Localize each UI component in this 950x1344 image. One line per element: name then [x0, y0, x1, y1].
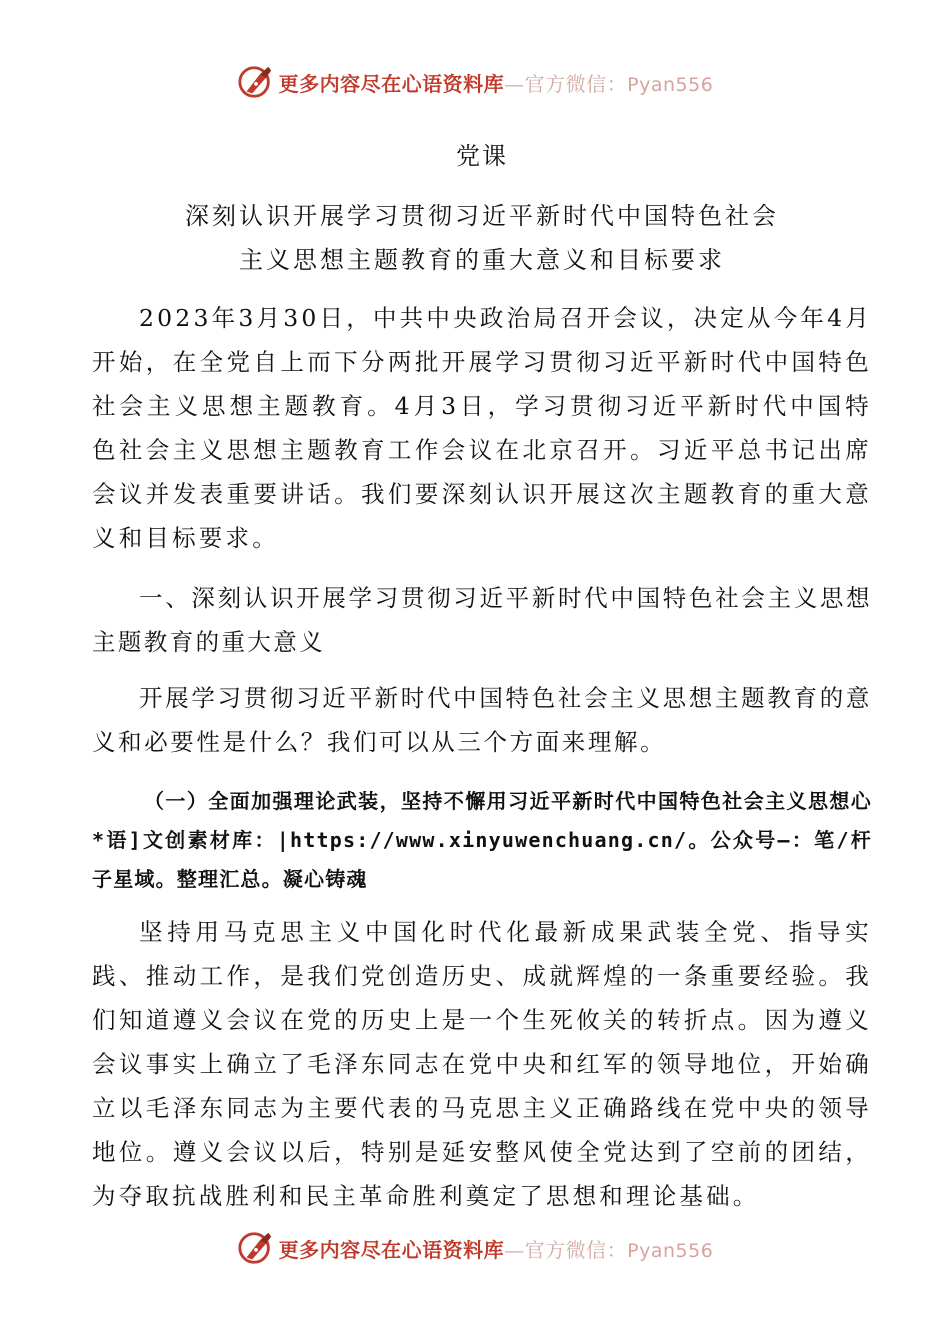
watermark-brand-text: 更多内容尽在心语资料库: [278, 1237, 505, 1262]
document-title-line-1: 深刻认识开展学习贯彻习近平新时代中国特色社会: [185, 202, 779, 230]
watermark-brand-text: 更多内容尽在心语资料库: [278, 71, 505, 96]
pen-nib-seal-icon: [237, 1229, 275, 1267]
watermark-contact-label: 官方微信：: [524, 1237, 628, 1262]
watermark-separator: —: [504, 1237, 525, 1262]
document-kicker: 党课: [456, 142, 508, 170]
watermark-banner-top: [0, 60, 950, 104]
subsection-1-heading: （一）全面加强理论武装，坚持不懈用习近平新时代中国特色社会主义思想心*语]文创素材库：|https://www.xinyuwenchuang.cn/。公众号—：笔/杆子星域。整理汇总。凝心铸魂: [92, 789, 872, 891]
intro-paragraph: 2023年3月30日，中共中央政治局召开会议，决定从今年4月开始，在全党自上而下分两批开展学习贯彻习近平新时代中国特色社会主义思想主题教育。4月3日，学习贯彻习近平新时代中国特色社会主义思想主题教育工作会议在北京召开。习近平总书记出席会议并发表重要讲话。我们要深刻认识开展这次主题教育的重大意义和目标要求。: [92, 304, 872, 552]
pen-nib-seal-icon: [237, 63, 275, 101]
watermark-contact-account: Pyan556: [627, 1239, 714, 1262]
watermark-contact-label: 官方微信：: [524, 71, 628, 96]
document-title-line-2: 主义思想主题教育的重大意义和目标要求: [239, 246, 725, 274]
section-1-heading: 一、深刻认识开展学习贯彻习近平新时代中国特色社会主义思想主题教育的重大意义: [92, 584, 872, 656]
watermark-contact-account: Pyan556: [627, 73, 714, 96]
watermark-banner-bottom: [0, 1226, 950, 1270]
section-1-lead-paragraph: 开展学习贯彻习近平新时代中国特色社会主义思想主题教育的意义和必要性是什么？我们可以从三个方面来理解。: [92, 684, 872, 756]
subsection-1-body: 坚持用马克思主义中国化时代化最新成果武装全党、指导实践、推动工作，是我们党创造历史、成就辉煌的一条重要经验。我们知道遵义会议在党的历史上是一个生死攸关的转折点。因为遵义会议事实上确立了毛泽东同志在党中央和红军的领导地位，开始确立以毛泽东同志为主要代表的马克思主义正确路线在党中央的领导地位。遵义会议以后，特别是延安整风使全党达到了空前的团结，为夺取抗战胜利和民主革命胜利奠定了思想和理论基础。: [92, 918, 872, 1210]
watermark-separator: —: [504, 71, 525, 96]
